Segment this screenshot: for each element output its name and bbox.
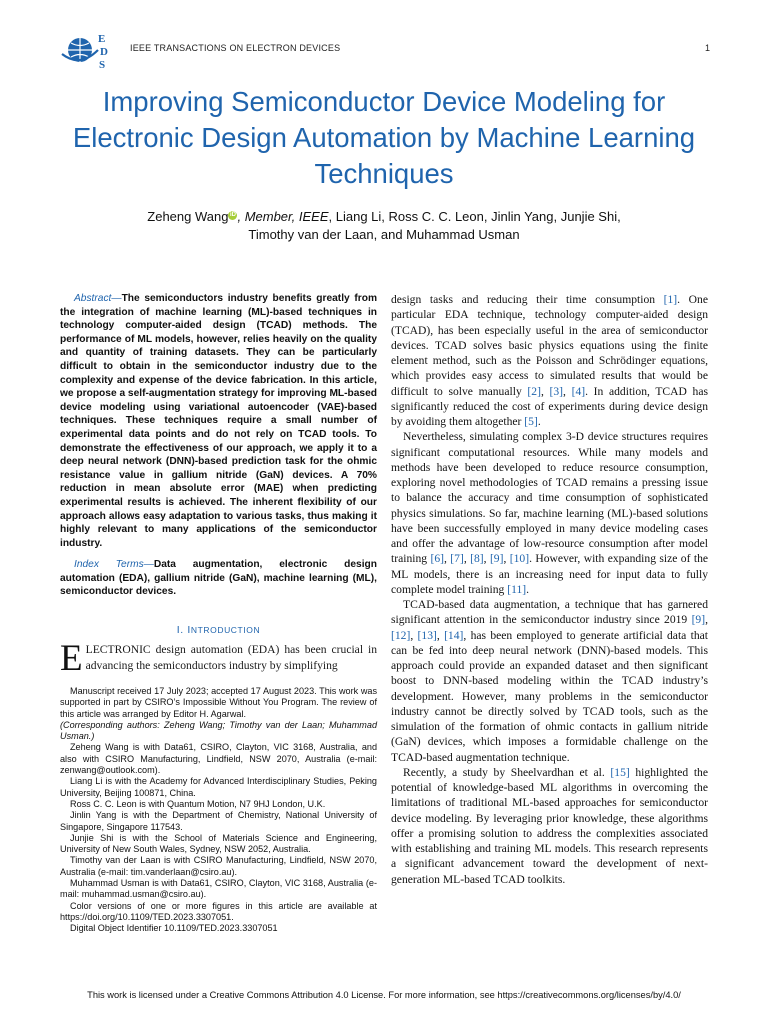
citation-link[interactable]: [8] xyxy=(470,552,484,566)
text-run: , xyxy=(705,613,708,627)
footnote: Junjie Shi is with the School of Materials Science and Engineering, University of New South Wales, Sydney, NSW 2052, Australia. xyxy=(60,832,377,855)
footnote: Manuscript received 17 July 2023; accepted 17 August 2023. This work was supported in part by CSIRO’s Impossible Without You Program. The review of this article was arranged by Editor H. Agarwal. xyxy=(60,686,377,719)
text-run: . However, with expanding size of the ML models, there is an increasing need for input data to fully complete model training xyxy=(391,552,709,596)
text-run: design tasks and reducing their time consumption xyxy=(391,293,664,306)
citation-link[interactable]: [7] xyxy=(450,552,464,566)
section-heading-introduction xyxy=(60,624,377,636)
citation-link[interactable]: [1] xyxy=(663,293,678,306)
svg-text:S: S xyxy=(99,59,106,70)
text-run: , xyxy=(410,628,418,642)
text-run: . xyxy=(526,582,530,596)
text-run: , has been employed to generate artificial data that can be fed into deep neural network (DNN)-based models. This approach could provide an expanded dataset and then significant boost to DNN-based modeling within the TCAD industry’s development. However, many problems in the semiconductor industry cannot be directly solved by TCAD tools, such as the simulation of the formation of ohmic contacts in gallium nitride (GaN) devices, which imposes a formidable challenge on the TCAD-based augmentation technique. xyxy=(391,628,708,764)
citation-link[interactable]: [15] xyxy=(610,765,630,779)
footnote: Color versions of one or more figures in this article are available at https://doi.org/10.1109/TED.2023.3307051. xyxy=(60,900,377,922)
text-run: , xyxy=(463,552,471,566)
citation-link[interactable]: [6] xyxy=(430,552,444,566)
page-number: 1 xyxy=(704,43,710,53)
intro-paragraph xyxy=(60,638,377,679)
text-run: , xyxy=(443,552,451,566)
eds-logo-icon xyxy=(58,30,118,70)
section-title-rest: NTRODUCTION xyxy=(190,625,261,635)
citation-link[interactable]: [4] xyxy=(571,384,586,398)
citation-link[interactable]: [3] xyxy=(549,384,564,398)
citation-link[interactable]: [9] xyxy=(691,613,706,627)
citation-link[interactable]: [5] xyxy=(524,415,538,428)
body-paragraph xyxy=(391,597,708,765)
footnote: (Corresponding authors: Zeheng Wang; Timothy van der Laan; Muhammad Usman.) xyxy=(60,719,377,742)
body-paragraph xyxy=(391,429,708,597)
text-run: , xyxy=(540,384,550,398)
footnote: Jinlin Yang is with the Department of Chemistry, National University of Singapore, Singapore 117543. xyxy=(60,810,377,832)
footnote: Timothy van der Laan is with CSIRO Manufacturing, Lindfield, NSW 2070, Australia (e-mail: tim.vanderlaan@csiro.au). xyxy=(60,855,377,877)
coauthors-line2: Timothy van der Laan, and Muhammad Usman xyxy=(248,227,520,242)
text-run: . xyxy=(537,415,541,428)
text-run: . One particular EDA technique, technology computer-aided design (TCAD), has been especially useful in the area of semiconductor devices. TCAD solves basic physics equations using the finite element method, such as the Poisson and Schrödinger equations, which provides easy access to simulated results that would be difficult to solve manually xyxy=(391,293,708,398)
text-run: Nevertheless, simulating complex 3-D device structures requires significant computational resources. While many models and methods have been developed to reduce resource consumption, exploring novel methodologies of TCAD remains a pressing issue to balance the accuracy and time consumption of sophisticated physics simulations. So far, machine learning (ML)-based solutions have been successfully employed in many device modeling cases and offer the advantage of low-resource consumption after model training xyxy=(391,430,708,566)
footnote: Digital Object Identifier 10.1109/TED.2023.3307051 xyxy=(70,923,278,934)
text-run: . In addition, TCAD has significantly reduced the cost of experiments during device design by avoiding them altogether xyxy=(391,384,709,428)
intro-text: LECTRONIC design automation (EDA) has been crucial in advancing the semiconductors industry by simplifying xyxy=(85,643,377,672)
svg-text:E: E xyxy=(98,33,106,45)
right-column xyxy=(391,292,708,887)
citation-link[interactable]: [13] xyxy=(417,628,437,642)
text-run: , xyxy=(503,552,510,566)
index-terms-text: Data augmentation, electronic design automation (EDA), gallium nitride (GaN), machine learning (ML), semiconductor devices. xyxy=(60,559,377,598)
author-role: , Member, IEEE xyxy=(237,209,329,224)
svg-text:D: D xyxy=(100,46,108,58)
license-footer: This work is licensed under a Creative Commons Attribution 4.0 License. For more information, see https://creativecommons.org/licenses/by/4.0/ xyxy=(87,990,681,1000)
orcid-icon[interactable]: iD xyxy=(229,211,236,218)
journal-name: IEEE TRANSACTIONS ON ELECTRON DEVICES xyxy=(130,43,341,53)
abstract-text: The semiconductors industry benefits greatly from the integration of machine learning (ML)-based techniques in technology computer-aided design (TCAD) methods. The performance of ML models, however, relies heavily on the quality and quantity of training datasets. They can be particularly difficult to obtain in the semiconductor industry due to the complexity and expense of the device fabrication. In this article, we propose a self-augmentation strategy for improving ML-based device modeling using variational autoencoder (VAE)-based techniques. These techniques require a small number of experimental data points and do not rely on TCAD tools. To demonstrate the effectiveness of our approach, we apply it to a deep neural network (DNN)-based prediction task for the ohmic resistance value in gallium nitride (GaN) devices. A 70% reduction in mean absolute error (MAE) when predicting experimental results is achieved. The inherent flexibility of our approach allows easy adaptation to various tasks, thus making it highly relevant to many applications of the semiconductor industry. xyxy=(60,293,377,549)
body-paragraph xyxy=(391,292,708,429)
citation-link[interactable]: [2] xyxy=(527,384,541,398)
abstract xyxy=(60,292,377,550)
section-numeral: I. xyxy=(176,624,188,636)
text-run: , xyxy=(436,628,445,642)
text-run: TCAD-based data augmentation, a technique that has garnered significant attention in the semiconductor industry since 2019 xyxy=(391,598,708,627)
citation-link[interactable]: [14] xyxy=(444,628,464,642)
footnotes xyxy=(60,686,377,935)
section-title-first: I xyxy=(187,624,191,636)
text-run: highlighted the potential of knowledge-based ML algorithms in overcoming the limitations of traditional ML-based approaches for semiconductor device modeling. By leveraging prior knowledge, these algorithms offer a promising solution to address the complexities associated with establishing and training ML models. This research represents a significant advancement toward the development of next-generation ML-based TCAD toolkits. xyxy=(391,765,709,886)
citation-link[interactable]: [10] xyxy=(509,552,530,566)
first-author[interactable]: Zeheng Wang xyxy=(147,209,229,224)
citation-link[interactable]: [11] xyxy=(507,582,527,596)
footnote: Zeheng Wang is with Data61, CSIRO, Clayton, VIC 3168, Australia, and also with CSIRO Manufacturing, Lindfield, NSW 2070, Australia (e-mail: zenwang@outlook.com). xyxy=(60,742,377,776)
text-run: , xyxy=(483,552,490,566)
footnote: Muhammad Usman is with Data61, CSIRO, Clayton, VIC 3168, Australia (e-mail: muhammad.usman@csiro.au). xyxy=(60,878,377,900)
dropcap: E xyxy=(60,638,83,679)
index-terms-label: Index Terms— xyxy=(74,559,154,571)
text-run: Recently, a study by Sheelvardhan et al. xyxy=(403,765,611,779)
left-column xyxy=(60,292,377,934)
citation-link[interactable]: [9] xyxy=(489,552,504,566)
footnote: Liang Li is with the Academy for Advanced Interdisciplinary Studies, Peking University, Beijing 100871, China. xyxy=(60,776,377,798)
body-paragraph xyxy=(391,765,708,887)
text-run: , xyxy=(563,384,572,398)
footnote: Ross C. C. Leon is with Quantum Motion, N7 9HJ London, U.K. xyxy=(70,798,326,809)
coauthors-line1: , Liang Li, Ross C. C. Leon, Jinlin Yang, Junjie Shi, xyxy=(328,209,621,224)
index-terms xyxy=(60,558,377,599)
citation-link[interactable]: [12] xyxy=(391,628,411,642)
page-header xyxy=(58,30,718,70)
abstract-label: Abstract— xyxy=(74,293,122,304)
paper-title: Improving Semiconductor Device Modeling for Electronic Design Automation by Machine Learning Techniques xyxy=(72,86,696,189)
author-list xyxy=(50,208,718,244)
